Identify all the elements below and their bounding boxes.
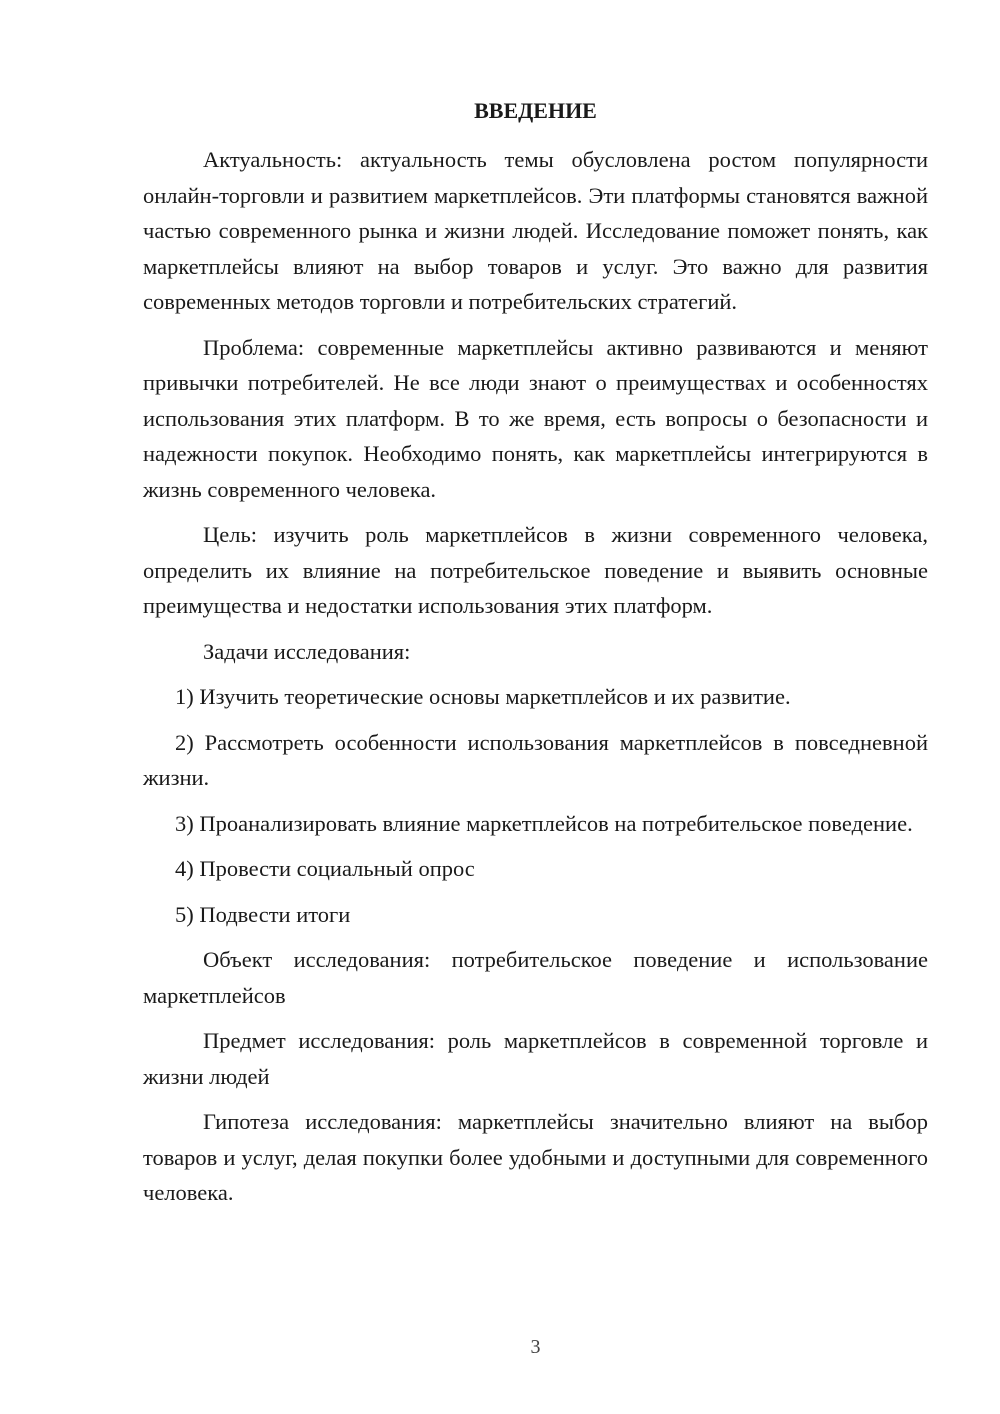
task-item-5: 5) Подвести итоги — [175, 901, 351, 927]
paragraph-relevance: Актуальность: актуальность темы обусловлена ростом популярности онлайн-торговли и развитием маркетплейсов. Эти платформы становятся важной частью современного рынка и жизни людей. Исследование поможет понять, как маркетплейсы влияют на выбор товаров и услуг. Это важно для развития современных методов торговли и потребительских стратегий. — [143, 147, 928, 314]
task-item-3: 3) Проанализировать влияние маркетплейсов на потребительское поведение. — [175, 810, 913, 836]
section-title: ВВЕДЕНИЕ — [474, 98, 597, 123]
paragraph-goal: Цель: изучить роль маркетплейсов в жизни современного человека, определить их влияние на потребительское поведение и выявить основные преимущества и недостатки использования этих платформ. — [143, 522, 928, 618]
task-item-2: 2) Рассмотреть особенности использования маркетплейсов в повседневной жизни. — [143, 729, 928, 790]
paragraph-tasks-heading: Задачи исследования: — [203, 638, 411, 664]
paragraph-hypothesis: Гипотеза исследования: маркетплейсы значительно влияют на выбор товаров и услуг, делая покупки более удобными и доступными для современного человека. — [143, 1109, 928, 1205]
document-body — [143, 142, 928, 1221]
task-item-4: 4) Провести социальный опрос — [175, 856, 475, 881]
paragraph-subject: Предмет исследования: роль маркетплейсов в современной торговле и жизни людей — [143, 1028, 928, 1089]
paragraph-problem: Проблема: современные маркетплейсы активно развиваются и меняют привычки потребителей. Не все люди знают о преимуществах и особенностях использования этих платформ. В то же время, есть вопросы о безопасности и надежности покупок. Необходимо понять, как маркетплейсы интегрируются в жизнь современного человека. — [143, 334, 928, 502]
task-item-1: 1) Изучить теоретические основы маркетплейсов и их развитие. — [175, 684, 791, 709]
document-page — [143, 0, 928, 1414]
page-number: 3 — [530, 1336, 541, 1358]
paragraph-object: Объект исследования: потребительское поведение и использование маркетплейсов — [143, 947, 928, 1008]
